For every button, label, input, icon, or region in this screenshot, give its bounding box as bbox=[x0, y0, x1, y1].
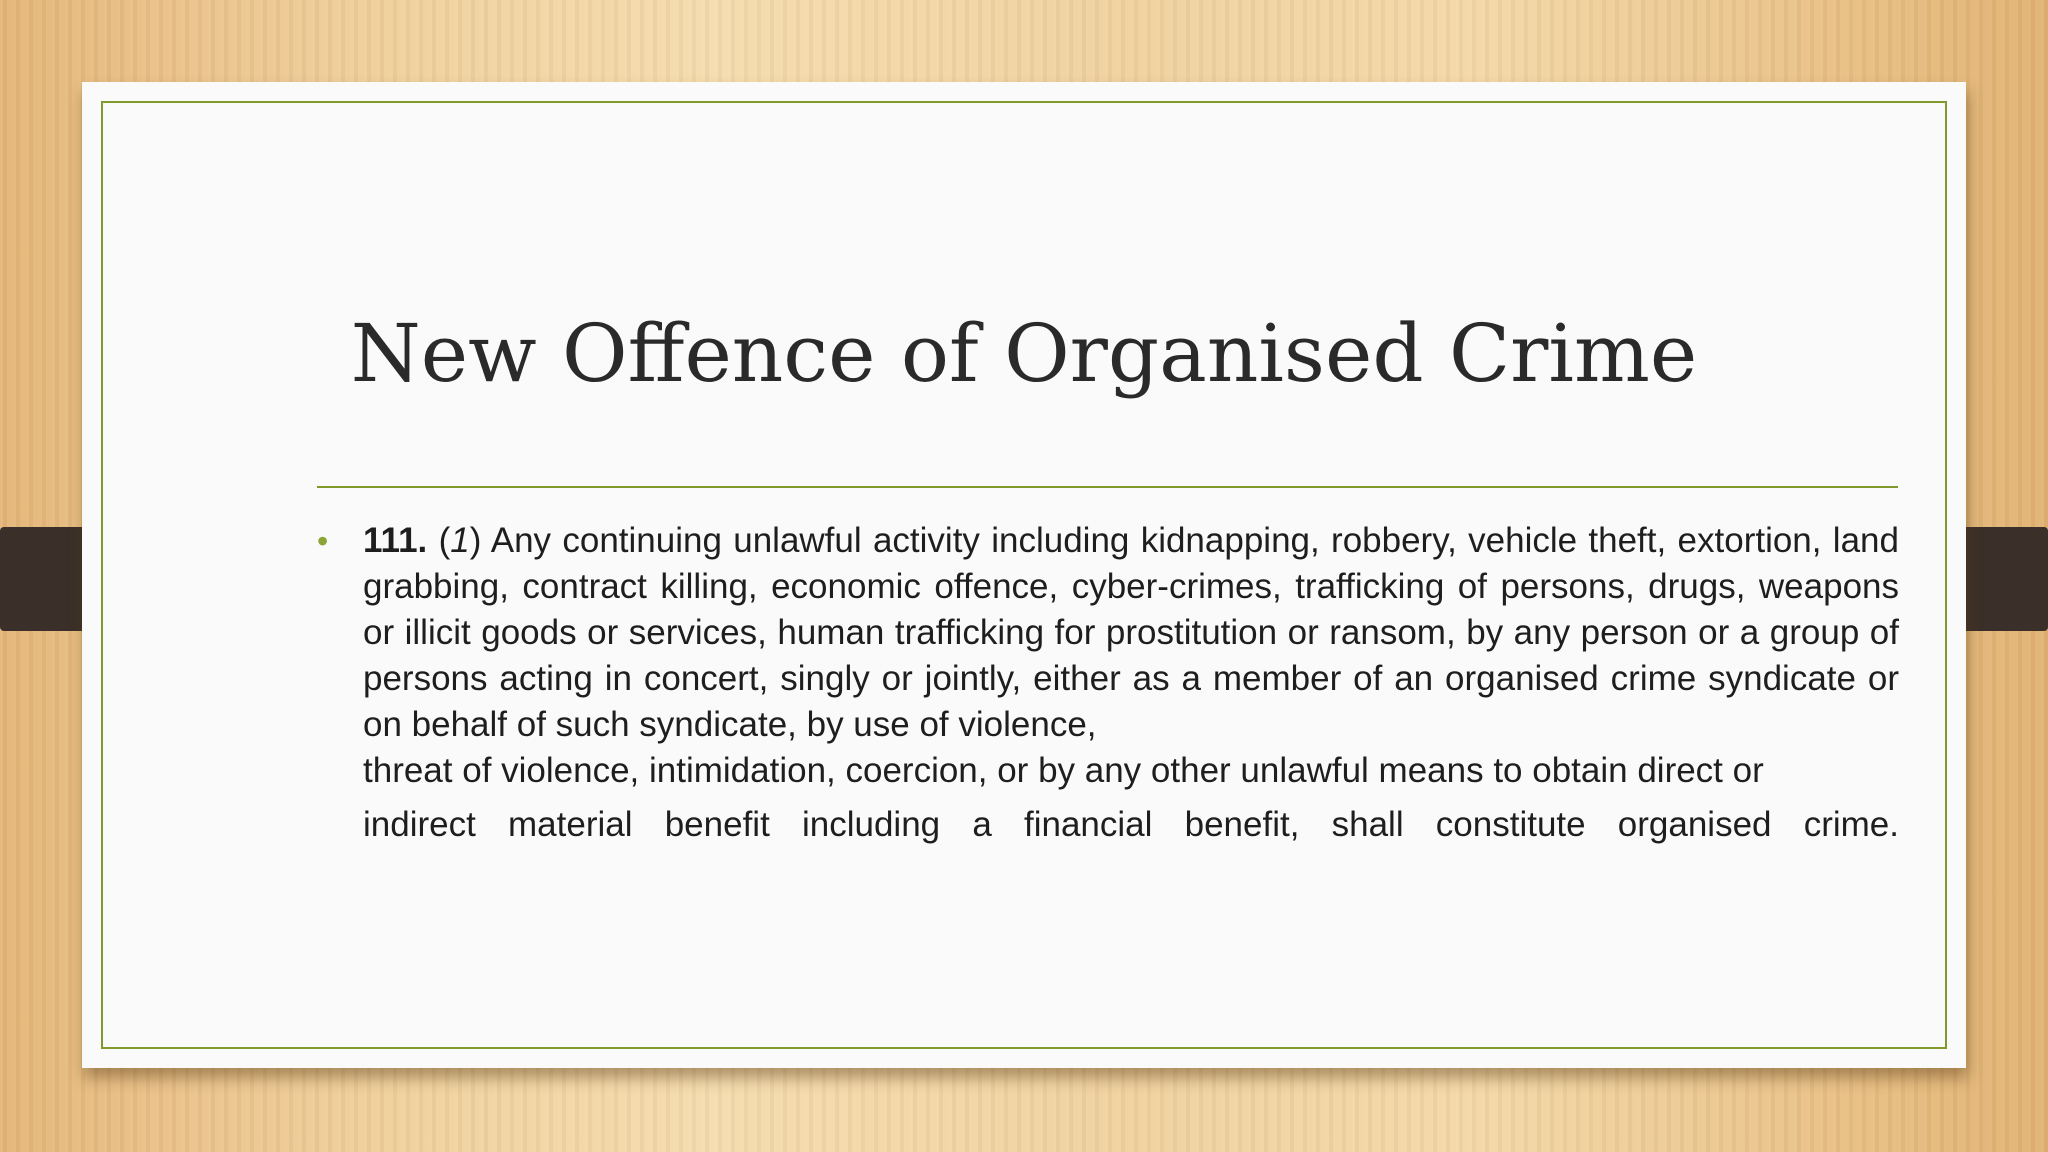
sub-close: ) bbox=[469, 521, 482, 560]
paragraph-3: indirect material benefit including a financial benefit, shall constitute organised crime. bbox=[363, 805, 1899, 844]
slide-title: New Offence of Organised Crime bbox=[350, 307, 1698, 400]
paragraph-2: threat of violence, intimidation, coercion, or by any other unlawful means to obtain direct or bbox=[363, 751, 1764, 790]
slide-body bbox=[317, 518, 1899, 848]
sub-open: ( bbox=[438, 521, 451, 560]
paragraph-1 bbox=[363, 518, 1899, 748]
slide bbox=[82, 82, 1966, 1068]
subsection-number: 1 bbox=[450, 521, 470, 560]
paragraph-1-text: Any continuing unlawful activity including kidnapping, robbery, vehicle theft, extortion, land grabbing, contract killing, economic offence, cyber-crimes, trafficking of persons, drugs, weapons or illicit goods or services, human trafficking for prostitution or ransom, by any person or a group of persons acting in concert, singly or jointly, either as a member of an organised crime syndicate or on behalf of such syndicate, by use of violence, bbox=[363, 521, 1899, 744]
bullet-icon: • bbox=[317, 523, 329, 559]
title-divider bbox=[317, 486, 1898, 488]
section-number: 111. bbox=[363, 521, 428, 560]
